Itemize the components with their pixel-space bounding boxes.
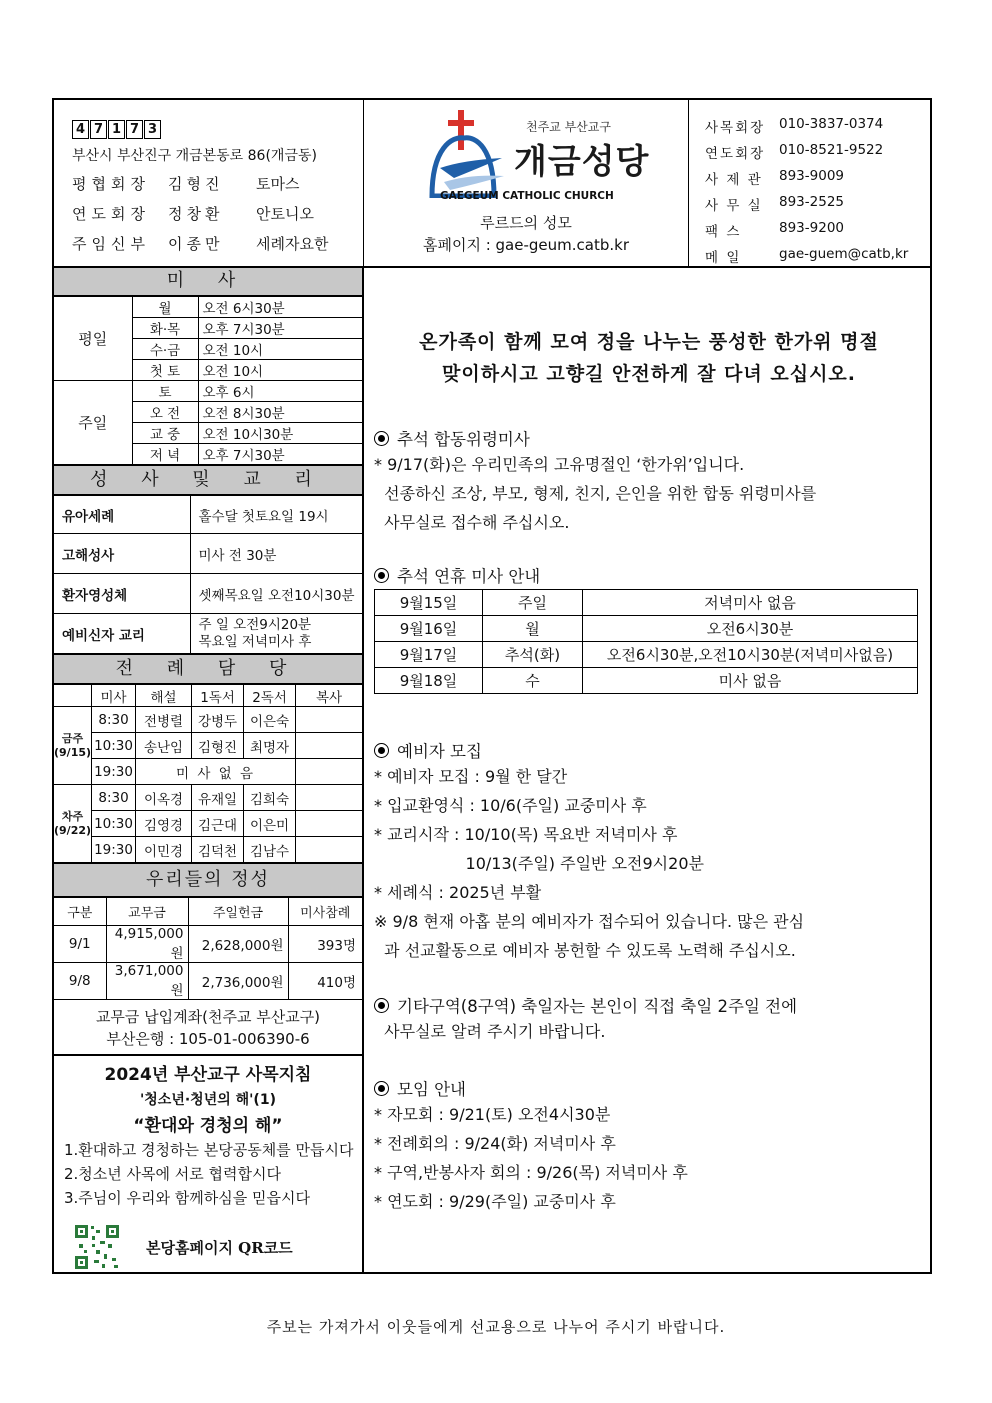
qr-code-icon[interactable] (74, 1224, 120, 1270)
holiday-greeting: 온가족이 함께 모여 정을 나누는 풍성한 한가위 명절 맞이하시고 고향길 안전하게 잘 다녀 오십시오. (419, 331, 879, 385)
liturgy-title: 전 례 담 당 (54, 654, 362, 684)
sacrament-table: 유아세례 홀수달 첫토요일 19시 고해성사 미사 전 30분 환자영성체 셋째목요일 오전10시30분 예비신자 교리 주 일 오전9시20분 목요일 저녁미사 후 (54, 495, 362, 654)
offering-title: 우리들의 정성 (54, 863, 362, 897)
church-name-en: GAEGEUM CATHOLIC CHURCH (440, 190, 614, 202)
bullet-icon (374, 568, 389, 583)
contact-row: 메 일 gae-guem@catb,kr (705, 246, 909, 266)
zip-digit: 1 (108, 120, 125, 139)
diocese-label: 천주교 부산교구 (526, 120, 611, 134)
person-row: 연도회장 정창환 안토니오 (72, 205, 314, 223)
church-logo-block (364, 100, 688, 268)
church-logo-icon (424, 108, 504, 198)
homepage-link[interactable]: 홈페이지 : gae-geum.catb.kr (422, 236, 629, 254)
bullet-icon (374, 1081, 389, 1096)
zip-code (72, 120, 363, 139)
left-column (54, 268, 364, 1274)
notice-column (366, 270, 932, 1216)
notice-memorial-mass: 추석 합동위령미사 * 9/17(화)은 우리민족의 고유명절인 ‘한가위’입니다. 선종하신 조상, 부모, 형제, 친지, 은인을 위한 합동 위령미사를 사무실로 접수해 주십시오. (374, 430, 817, 532)
contact-row: 연도회장 010-8521-9522 (705, 142, 884, 162)
patron: 루르드의 성모 (480, 214, 572, 232)
notice-meetings: 모임 안내 * 자모회 : 9/21(토) 오전4시30분 * 전례회의 : 9/24(화) 저녁미사 후 * 구역,반봉사자 회의 : 9/26(목) 저녁미사 후 * 연도회 : 9/29(주일) 교중미사 후 (374, 1080, 688, 1211)
mass-schedule-table: 평일 월 오전 6시30분 화·목 오후 7시30분 수·금 오전 10시 첫 토 오전 10시 주일 토 오후 6시 오 전 오전 8시30분 교 중 오전 10시30분 저 녁 오후 7시30분 (54, 296, 362, 465)
pastoral-guideline: 2024년 부산교구 사목지침 '청소년·청년의 해'(1) “환대와 경청의 해” (104, 1065, 312, 1136)
sacrament-title: 성 사 및 교 리 (54, 465, 362, 495)
zip-digit: 4 (72, 120, 89, 139)
person-row: 평협회장 김형진 토마스 (72, 175, 300, 193)
notice-holiday-mass: 추석 연휴 미사 안내 9월15일 주일 저녁미사 없음 9월16일 월 오전6시30분 9월17일 추석(화) 오전6시30분,오전10시30분(저녁미사없음) 9월18일 수 미사 없음 (366, 563, 932, 694)
offering-table: 구분 교무금 주일헌금 미사참례 9/1 4,915,000원 2,628,000원 393명 9/8 3,671,000원 2,736,000원 410명 (54, 897, 362, 1000)
contact-row: 사목회장 010-3837-0374 (705, 116, 884, 136)
bullet-icon (374, 743, 389, 758)
qr-block (54, 1224, 362, 1270)
notice-catechumen: 예비자 모집 * 예비자 모집 : 9월 한 달간 * 입교환영식 : 10/6(주일) 교중미사 후 * 교리시작 : 10/10(목) 목요반 저녁미사 후 10/13(주일) 주일반 오전9시20분 * 세례식 : 2025년 부활 ※ 9/8 현재 아홉 분의 예비자가 접수되어 있습니다. 많은 관심 과 선교활동으로 예비자 봉헌할 수 있도록 노력해 주십시오. (374, 742, 805, 960)
contact-row: 사 제 관 893-9009 (705, 168, 844, 188)
bullet-icon (374, 998, 389, 1013)
holiday-mass-table: 9월15일 주일 저녁미사 없음 9월16일 월 오전6시30분 9월17일 추석(화) 오전6시30분,오전10시30분(저녁미사없음) 9월18일 수 미사 없음 (374, 589, 918, 694)
church-address: 부산시 부산진구 개금본동로 86(개금동) (72, 148, 317, 164)
notice-feast-day: 기타구역(8구역) 축일자는 본인이 직접 축일 2주일 전에 사무실로 알려 주시기 바랍니다. (374, 997, 798, 1041)
person-row: 주임신부 이종만 세례자요한 (72, 235, 329, 253)
mass-title: 미 사 (54, 268, 362, 296)
bulletin-frame (52, 98, 932, 1274)
header-info (54, 100, 364, 268)
liturgy-table: 미사 해설 1독서 2독서 복사 금주(9/15) 8:30 전병렬 강병두 이은숙 10:30 송난임 김형진 최명자 19:30 미 사 없 음 차주(9/22) 8:30 이옥경 유재일 김희숙 10:30 김영경 김근대 이은미 19:30 이민경 김덕천 김남수 (54, 684, 362, 863)
zip-digit: 7 (90, 120, 107, 139)
footer-note: 주보는 가져가서 이웃들에게 선교용으로 나누어 주시기 바랍니다. (266, 1318, 726, 1336)
zip-digit: 3 (144, 120, 161, 139)
account-info: 교무금 납입계좌(천주교 부산교구) 부산은행 : 105-01-006390-6 (54, 1000, 362, 1056)
qr-label: 본당홈페이지 QR코드 (146, 1238, 293, 1257)
church-name: 개금성당 (514, 142, 650, 182)
bullet-icon (374, 431, 389, 446)
zip-digit: 7 (126, 120, 143, 139)
guideline-list: 1.환대하고 경청하는 본당공동체를 만듭시다 2.청소년 사목에 서로 협력합시다 3.주님이 우리와 함께하심을 믿읍시다 (64, 1141, 354, 1207)
contact-row: 사 무 실 893-2525 (705, 194, 844, 214)
contact-row: 팩 스 893-9200 (705, 220, 844, 240)
contact-list (688, 100, 932, 268)
